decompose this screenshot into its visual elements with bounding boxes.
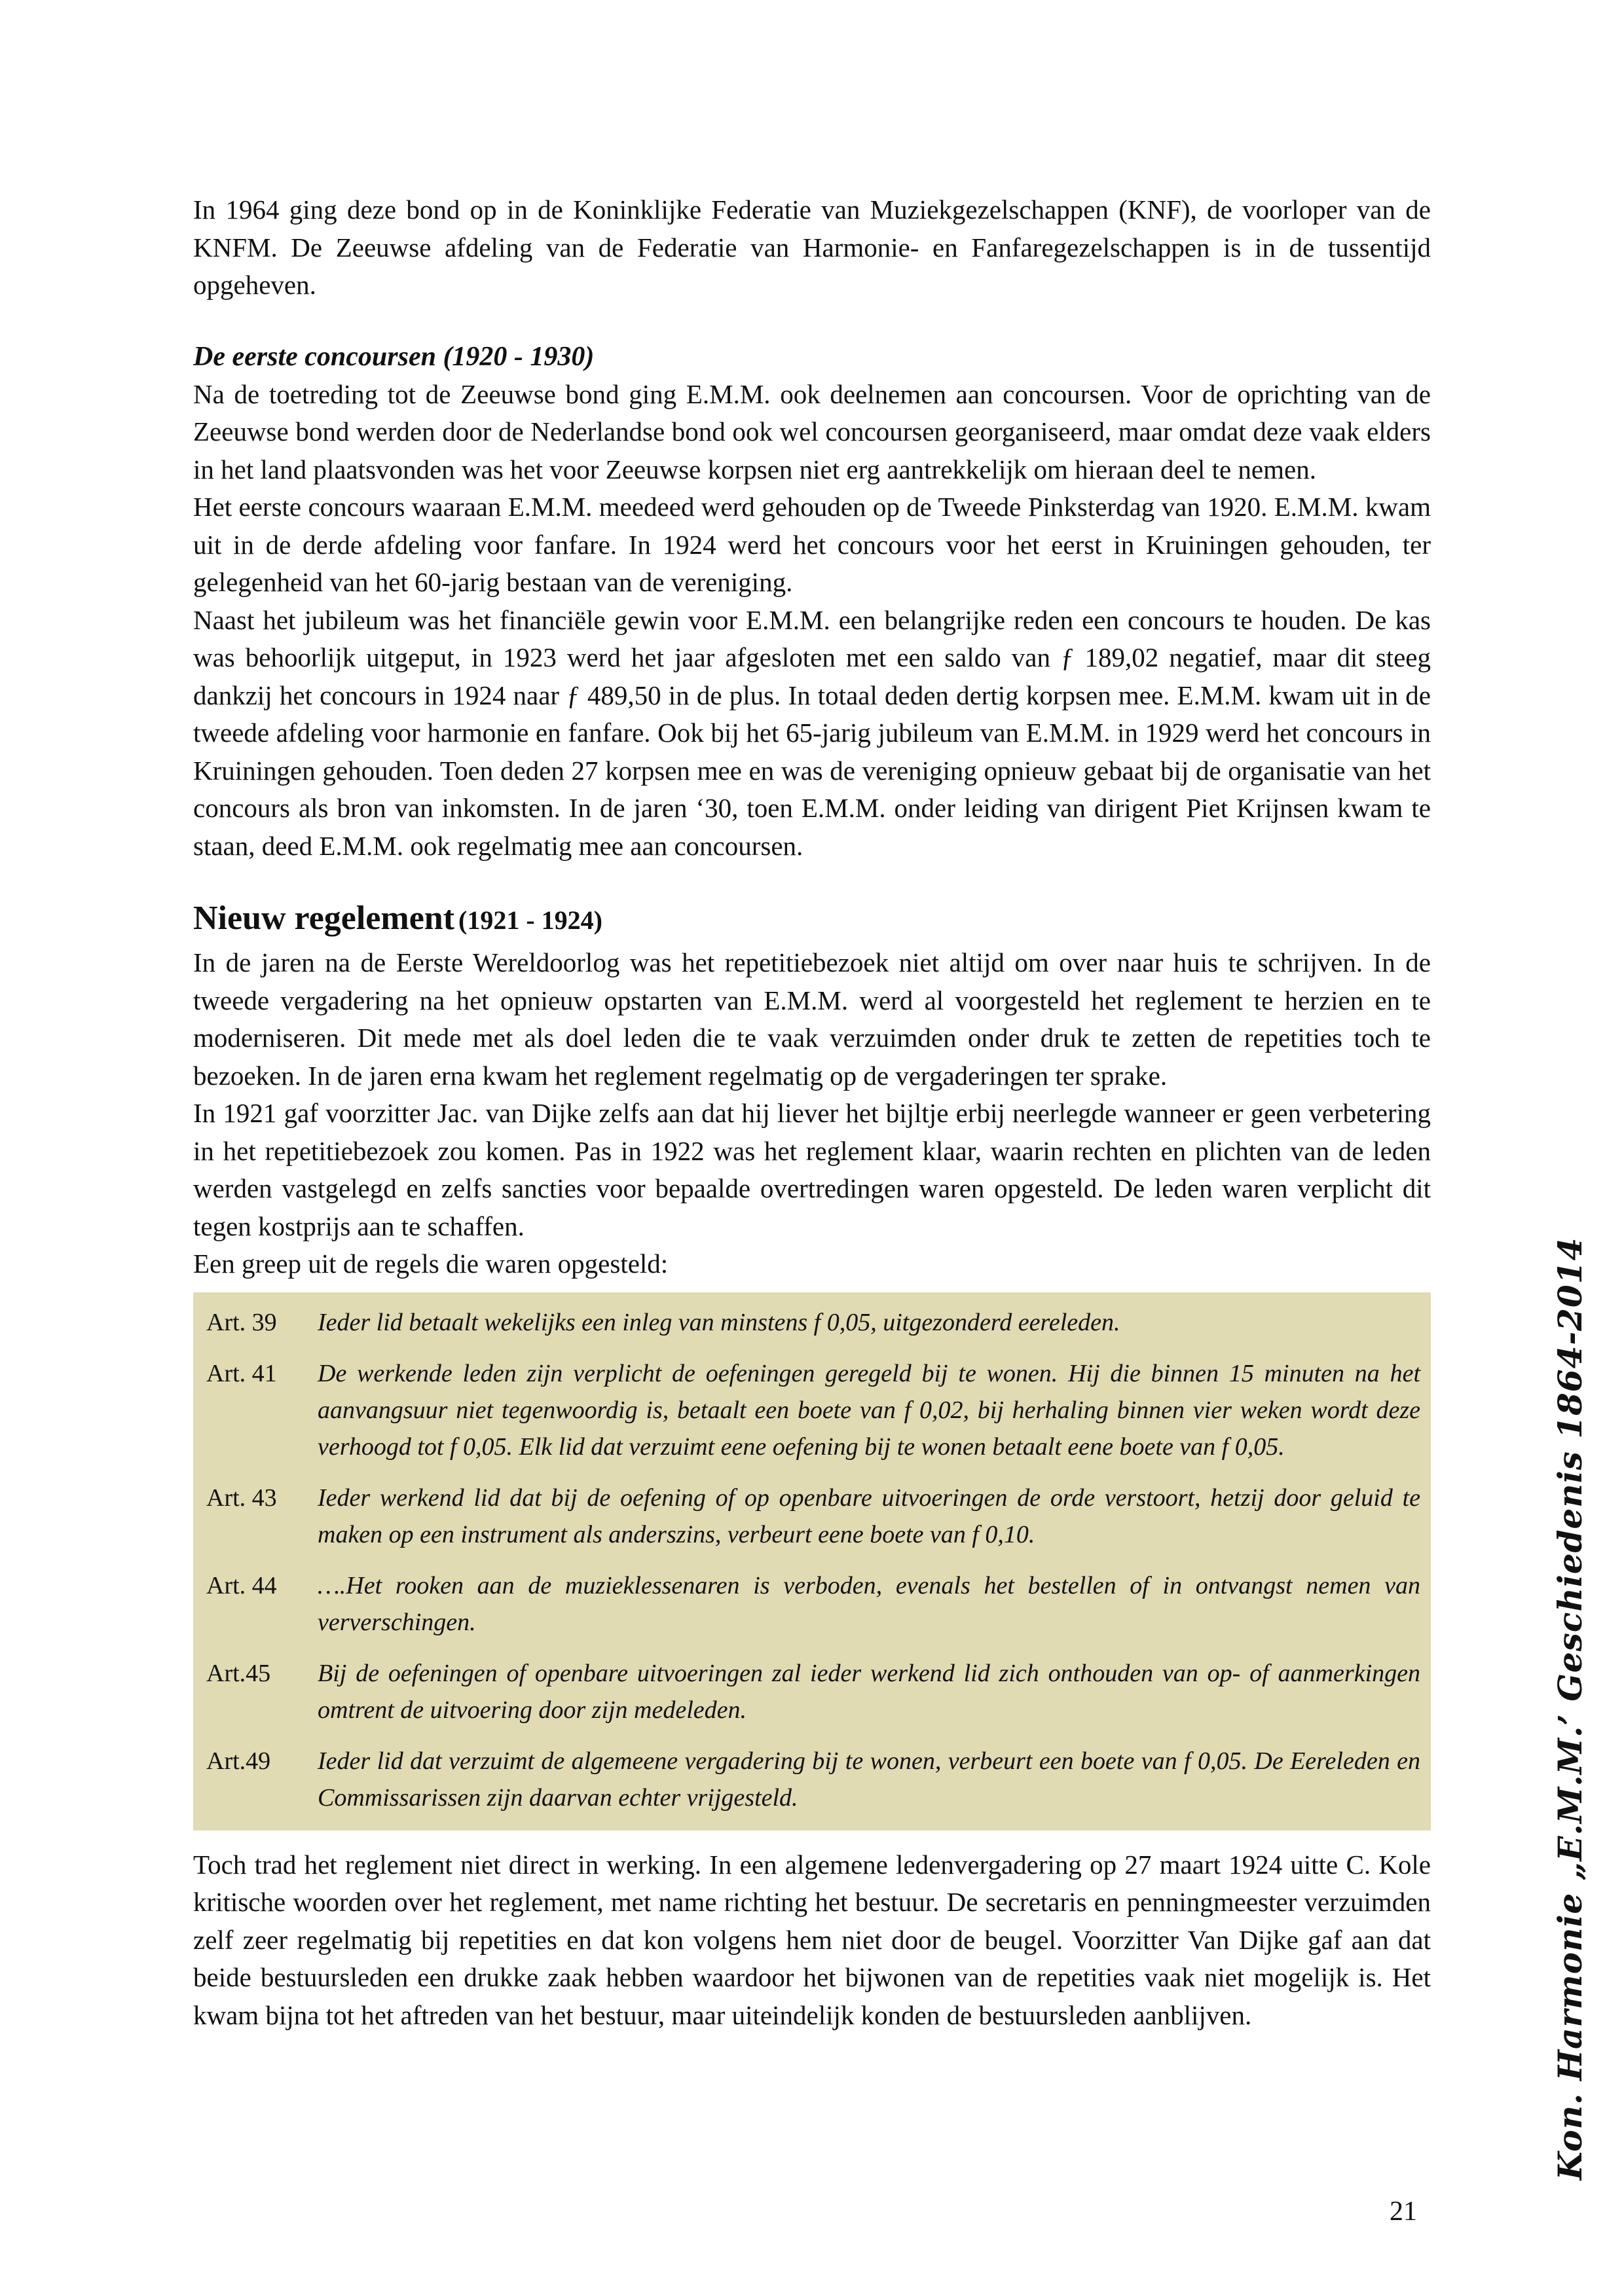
page-number: 21 [1390,2196,1417,2227]
side-running-title: Kon. Harmonie „E.M.M.’ Geschiedenis 1864-2014 [1551,1237,1589,2180]
rule-item [201,1743,1424,1816]
section-heading-years: (1921 - 1924) [458,905,602,935]
rule-article-number: Art. 39 [206,1308,277,1336]
regelement-paragraph-2: In 1921 gaf voorzitter Jac. van Dijke zelfs aan dat hij liever het bijltje erbij neerlegde wanneer er geen verbetering in het repetitiebezoek zou komen. Pas in 1922 was het reglement klaar, waarin rechten en plichten van de leden werden vastgelegd en zelfs sancties voor bepaalde overtredingen waren opgesteld. De leden waren verplicht dit tegen kostprijs aan te schaffen. [193,1098,1431,1241]
rule-item [201,1304,1424,1341]
intro-paragraph: In 1964 ging deze bond op in de Koninklijke Federatie van Muziekgezelschappen (KNF), de voorloper van de KNFM. De Zeeuwse afdeling van de Federatie van Harmonie- en Fanfaregezelschappen is in de tussentijd opgeheven. [193,194,1431,300]
rule-text: Ieder werkend lid dat bij de oefening of op openbare uitvoeringen de orde verstoort, hetzij door geluid te maken op een instrument als anderszins, verbeurt eene boete van f 0,10. [318,1484,1420,1548]
rule-item [201,1355,1424,1465]
concoursen-paragraph-3: Naast het jubileum was het financiële gewin voor E.M.M. een belangrijke reden een concours te houden. De kas was behoorlijk uitgeput, in 1923 werd het jaar afgesloten met een saldo van ƒ 189,02 negatief, maar dit steeg dankzij het concours in 1924 naar ƒ 489,50 in de plus. In totaal deden dertig korpsen mee. E.M.M. kwam uit in de tweede afdeling voor harmonie en fanfare. Ook bij het 65-jarig jubileum van E.M.M. in 1929 werd het concours in Kruiningen gehouden. Toen deden 27 korpsen mee en was de vereniging opnieuw gebaat bij de organisatie van het concours als bron van inkomsten. In de jaren ‘30, toen E.M.M. onder leiding van dirigent Piet Krijnsen kwam te staan, deed E.M.M. ook regelmatig mee aan concoursen. [193,604,1431,861]
section-heading-regelement [193,899,1431,944]
regelement-paragraph-1: In de jaren na de Eerste Wereldoorlog was het repetitiebezoek niet altijd om over naar huis te schrijven. In de tweede vergadering na het opnieuw opstarten van E.M.M. werd al voorgesteld het reglement te herzien en te moderniseren. Dit mede met als doel leden die te vaak verzuimden onder druk te zetten de repetities toch te bezoeken. In de jaren erna kwam het reglement regelmatig op de vergaderingen ter sprake. [193,947,1431,1091]
regelement-paragraph-3: Een greep uit de regels die waren opgesteld: [193,1248,669,1279]
rule-article-number: Art. 43 [206,1484,277,1512]
rule-article-number: Art.49 [206,1747,271,1775]
spacer [193,304,1431,338]
rule-text: ….Het rooken aan de muzieklessenaren is verboden, evenals het bestellen of in ontvangst nemen van ververschingen. [318,1571,1420,1636]
rule-item [201,1567,1424,1641]
rule-article-number: Art. 44 [206,1571,277,1599]
spacer [193,865,1431,899]
rule-text: De werkende leden zijn verplicht de oefeningen geregeld bij te wonen. Hij die binnen 15 minuten na het aanvangsuur niet tegenwoordig is, betaalt een boete van f 0,02, bij herhaling binnen vier weken wordt deze verhoogd tot f 0,05. Elk lid dat verzuimt eene oefening bij te wonen betaalt eene boete van f 0,05. [318,1359,1420,1461]
rule-item [201,1480,1424,1553]
concoursen-paragraph-2: Het eerste concours waaraan E.M.M. meedeed werd gehouden op de Tweede Pinksterdag van 1920. E.M.M. kwam uit in de derde afdeling voor fanfare. In 1924 werd het concours voor het eerst in Kruiningen gehouden, ter gelegenheid van het 60-jarig bestaan van de vereniging. [193,492,1431,597]
rules-box [193,1292,1431,1831]
section-heading-concoursen: De eerste concoursen (1920 - 1930) [193,341,595,372]
rule-text: Bij de oefeningen of openbare uitvoeringen zal ieder werkend lid zich onthouden van op- of aanmerkingen omtrent de uitvoering door zijn medeleden. [318,1659,1420,1724]
concoursen-paragraph-1: Na de toetreding tot de Zeeuwse bond ging E.M.M. ook deelnemen aan concoursen. Voor de oprichting van de Zeeuwse bond werden door de Nederlandse bond ook wel concoursen georganiseerd, maar omdat deze vaak elders in het land plaatsvonden was het voor Zeeuwse korpsen niet erg aantrekkelijk om hieraan deel te nemen. [193,378,1431,484]
closing-paragraph: Toch trad het reglement niet direct in werking. In een algemene ledenvergadering op 27 maart 1924 uitte C. Kole kritische woorden over het reglement, met name richting het bestuur. De secretaris en penningmeester verzuimden zelf zeer regelmatig bij repetities en dat kon volgens hem niet door de beugel. Voorzitter Van Dijke gaf aan dat beide bestuursleden een drukke zaak hebben waardoor het bijwonen van de repetities vaak niet mogelijk is. Het kwam bijna tot het aftreden van het bestuur, maar uiteindelijk konden de bestuursleden aanblijven. [193,1849,1431,2030]
rule-text: Ieder lid betaalt wekelijks een inleg van minstens f 0,05, uitgezonderd eereleden. [318,1308,1120,1336]
text-column [193,191,1431,2034]
rule-article-number: Art.45 [206,1659,271,1687]
section-heading-title: Nieuw regelement [193,900,455,937]
rule-text: Ieder lid dat verzuimt de algemeene vergadering bij te wonen, verbeurt een boete van f 0,05. De Eereleden en Commissarissen zijn daarvan echter vrijgesteld. [318,1747,1420,1812]
rule-article-number: Art. 41 [206,1359,277,1387]
rule-item [201,1655,1424,1728]
